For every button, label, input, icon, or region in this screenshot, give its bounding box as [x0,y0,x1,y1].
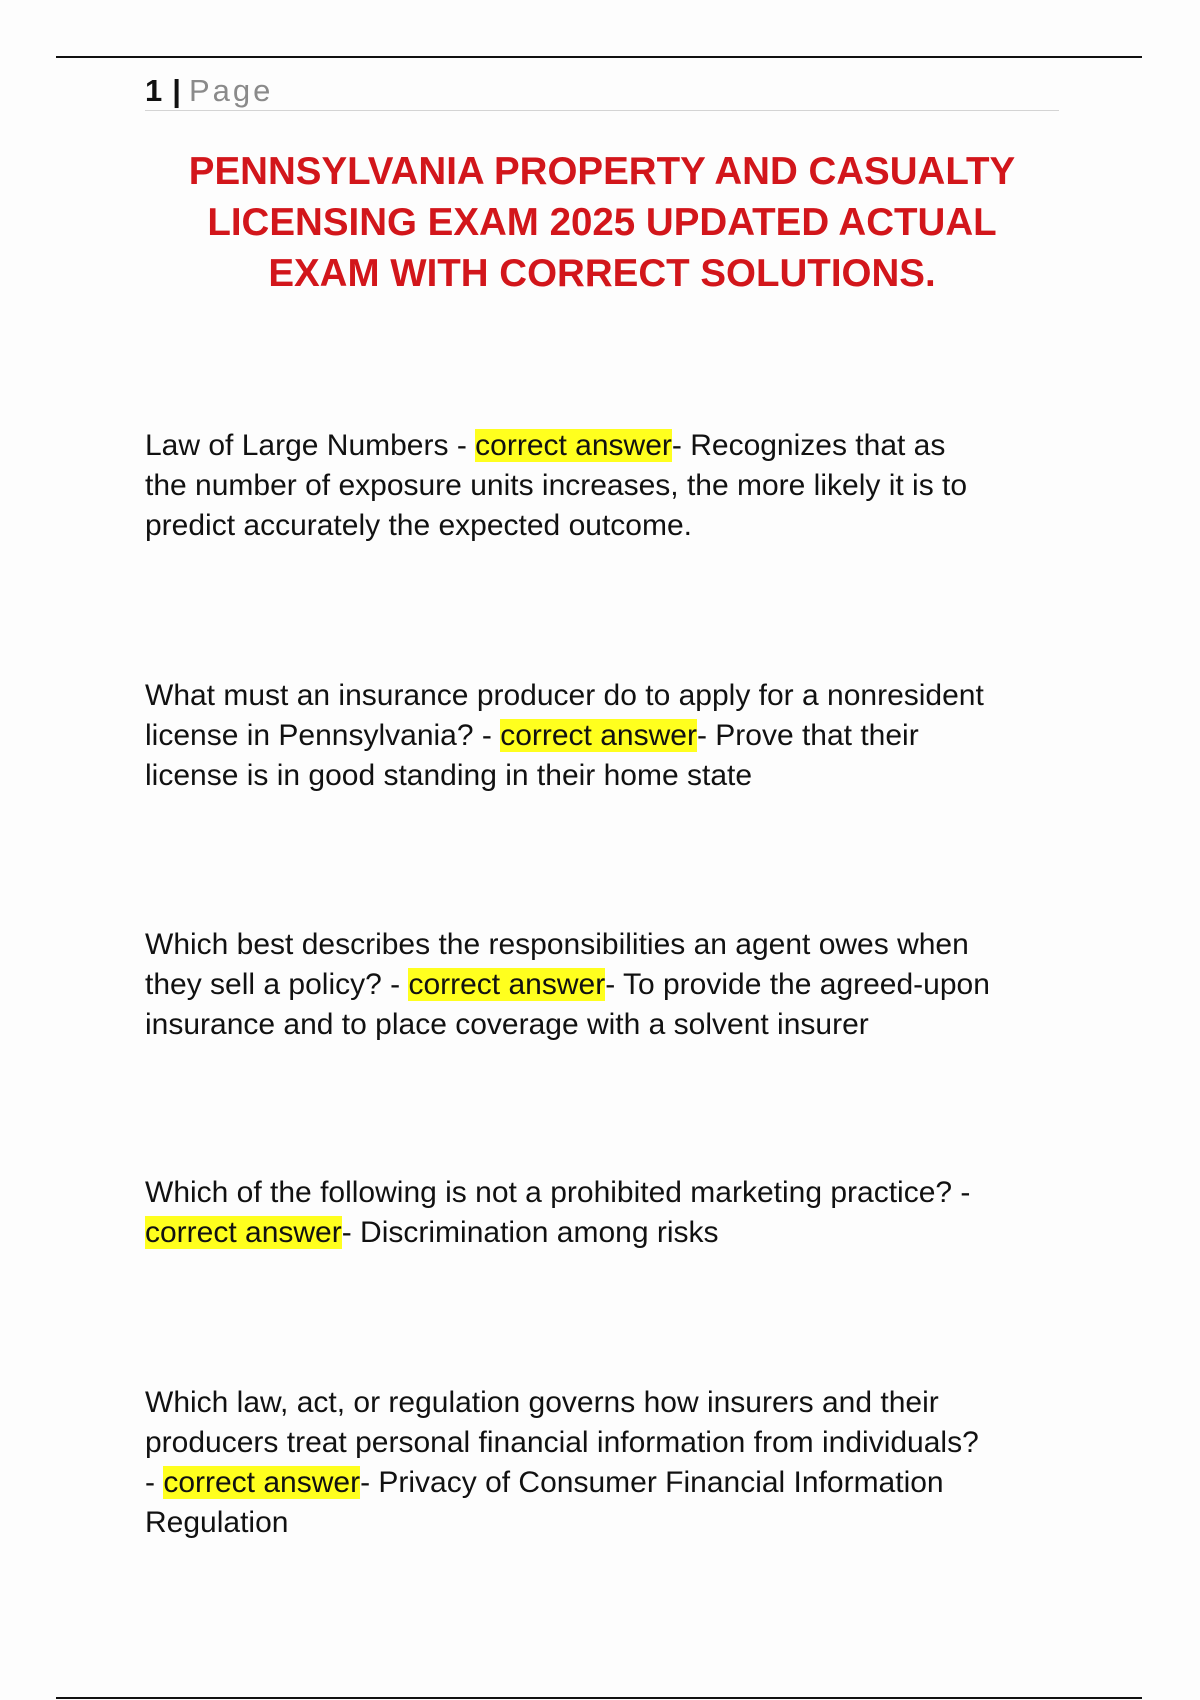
qa-line [145,426,1065,466]
page-label: Page [188,73,274,108]
qa-line [145,1213,1065,1253]
answer-text: - Discrimination among risks [341,1216,719,1249]
document-title [145,146,1059,299]
qa-item-nonresident-license [145,676,1065,796]
bottom-rule [56,1697,1142,1699]
title-line: LICENSING EXAM 2025 UPDATED ACTUAL [207,201,997,244]
page-number: 1 [145,73,163,108]
qa-line: predict accurately the expected outcome. [145,509,692,542]
qa-item-privacy-regulation [145,1383,1065,1543]
answer-highlight: correct answer [500,719,697,752]
answer-highlight: correct answer [145,1216,342,1249]
answer-text: - Privacy of Consumer Financial Information [360,1466,944,1499]
answer-text: - Recognizes that as [671,429,946,462]
qa-item-agent-responsibilities [145,925,1065,1045]
qa-line: Which of the following is not a prohibited marketing practice? - [145,1176,971,1209]
qa-line [145,1463,1065,1503]
qa-line: the number of exposure units increases, the more likely it is to [145,469,968,502]
qa-line: producers treat personal financial information from individuals? [145,1426,979,1459]
qa-line: Regulation [145,1506,289,1539]
title-line: EXAM WITH CORRECT SOLUTIONS. [268,252,936,295]
answer-highlight: correct answer [408,968,606,1001]
qa-line: Which best describes the responsibilities an agent owes when [145,928,969,961]
answer-highlight: correct answer [163,1466,361,1499]
qa-line: Which law, act, or regulation governs how insurers and their [145,1386,939,1419]
qa-line [145,716,1065,756]
page-separator: | [172,73,181,108]
page-header [145,72,1059,111]
answer-highlight: correct answer [475,429,672,462]
question-text: - [145,1466,164,1499]
title-line: PENNSYLVANIA PROPERTY AND CASUALTY [188,150,1016,193]
qa-item-law-of-large-numbers [145,426,1065,546]
qa-line: What must an insurance producer do to apply for a nonresident [145,679,984,712]
answer-text: - Prove that their [696,719,919,752]
question-text: Law of Large Numbers - [145,429,476,462]
qa-line: license is in good standing in their home state [145,759,753,792]
qa-item-marketing-practice [145,1173,1065,1253]
question-text: they sell a policy? - [145,968,409,1001]
top-rule [56,56,1142,58]
qa-line: insurance and to place coverage with a solvent insurer [145,1008,869,1041]
answer-text: - To provide the agreed-upon [605,968,990,1001]
qa-line [145,965,1065,1005]
question-text: license in Pennsylvania? - [145,719,501,752]
